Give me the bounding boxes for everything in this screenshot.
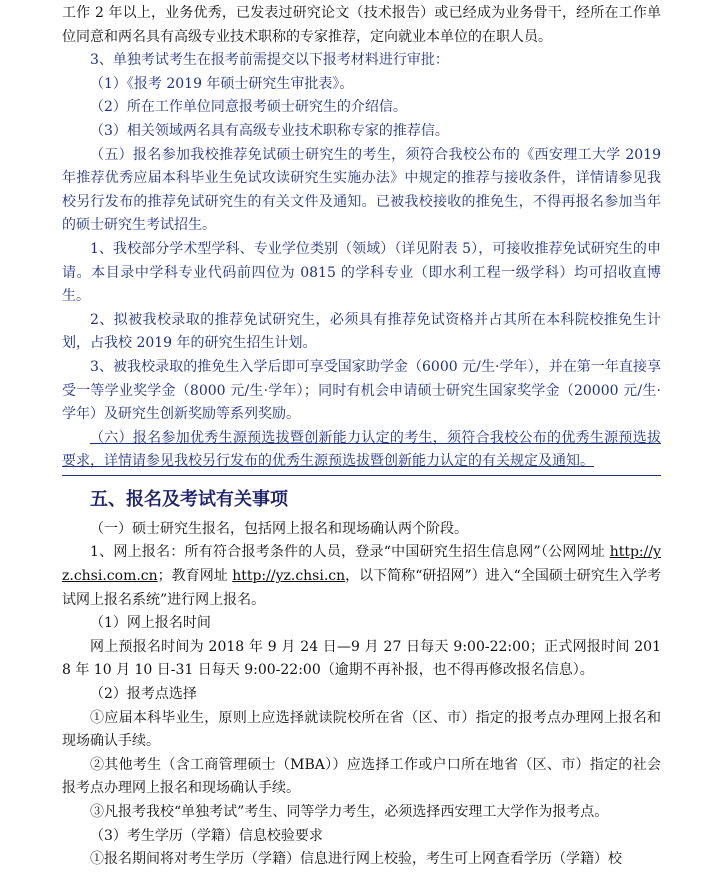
paragraph-exam-site-graduates: ①应届本科毕业生，原则上应选择就读院校所在省（区、市）指定的报考点办理网上报名和现场确认手续。 (62, 709, 661, 750)
paragraph-exam-site-others: ②其他考生（含工商管理硕士（MBA））应选择工作或户口所在地省（区、市）指定的社会报考点办理网上报名和现场确认手续。 (62, 756, 661, 797)
subheading-education-verification: （3）考生学历（学籍）信息校验要求 (90, 827, 323, 844)
paragraph-exempt-disciplines: 1、我校部分学术型学科、专业学位类别（领域）（详见附表 5），可接收推荐免试研究生的申请。本目录中学科专业代码前四位为 0815 的学科专业（即水利工程一级学科）均可招收直博生。 (62, 240, 661, 305)
paragraph-exempt-students: （五）报名参加我校推荐免试硕士研究生的考生，须符合我校公布的《西安理工大学 2019 年推荐优秀应届本科毕业生免试攻读研究生实施办法》中规定的推荐与接收条件，详情请参见我校另行发布的推荐免试研究生的有关文件及通知。已被我校接收的推免生，不得再报名参加当年的硕士研究生考试招生。 (62, 146, 661, 234)
paragraph-online-time-details: 网上预报名时间为 2018 年 9 月 24 日—9 月 27 日每天 9:00-22:00；正式网报时间 2018 年 10 月 10 日-31 日每天 9:00-22:00（逾期不再补报，也不得再修改报名信息）。 (62, 638, 661, 679)
paragraph-excellent-source-preselection (62, 427, 661, 476)
list-item-approval-form: （1）《报考 2019 年硕士研究生审批表》。 (90, 75, 354, 92)
paragraph-registration-stages: （一）硕士研究生报名，包括网上报名和现场确认两个阶段。 (90, 520, 468, 537)
paragraph-online-registration (62, 541, 661, 612)
subheading-exam-site: （2）报考点选择 (90, 686, 197, 703)
list-item-introduction-letter: （2）所在工作单位同意报考硕士研究生的介绍信。 (90, 99, 407, 116)
list-item-recommendation-letter: （3）相关领域两名具有高级专业技术职称专家的推荐信。 (90, 122, 449, 139)
link-yz-chsi-cn[interactable]: http://yz.chsi.cn (232, 568, 346, 585)
paragraph-exempt-quota: 2、拟被我校录取的推荐免试研究生，必须具有推荐免试资格并占其所在本科院校推免生计划，占我校 2019 年的研究生招生计划。 (62, 311, 661, 352)
subheading-online-time: （1）网上报名时间 (90, 615, 211, 632)
link-yz-chsi-com-cn[interactable]: http://yz.chsi.com.cn (62, 544, 661, 585)
text-segment: ；教育网址 (157, 568, 233, 585)
text-segment: ，以下简称“研招网”）进入“全国硕士研究生入学考试网上报名系统”进行网上报名。 (62, 568, 661, 608)
underlined-text: （六）报名参加优秀生源预选拔暨创新能力认定的考生，须符合我校公布的优秀生源预选拔要求，详情请参见我校另行发布的优秀生源预选拔暨创新能力认定的有关规定及通知。 (62, 429, 661, 470)
paragraph-exempt-scholarship: 3、被我校录取的推免生入学后即可享受国家助学金（6000 元/生·学年），并在第一年直接享受一等学业奖学金（8000 元/生·学年）；同时有机会申请硕士研究生国家奖学金（20000 元/生·学年）及研究生创新奖励等系列奖励。 (62, 358, 661, 423)
section-heading-registration: 五、报名及考试有关事项 (90, 488, 288, 510)
paragraph-independent-exam-materials: 3、单独考试考生在报考前需提交以下报考材料进行审批： (90, 52, 449, 69)
paragraph-work-experience: 工作 2 年以上，业务优秀，已发表过研究论文（技术报告）或已经成为业务骨干，经所在工作单位同意和两名具有高级专业技术职称的专家推荐，定向就业本单位的在职人员。 (62, 5, 661, 45)
paragraph-exam-site-independent: ③凡报考我校“单独考试”考生、同等学力考生，必须选择西安理工大学作为报考点。 (90, 804, 609, 820)
text-segment: 1、网上报名：所有符合报考条件的人员，登录“中国研究生招生信息网”（公网网址 (90, 544, 610, 561)
paragraph-education-verification: ①报名期间将对考生学历（学籍）信息进行网上校验，考生可上网查看学历（学籍）校 (90, 851, 622, 868)
